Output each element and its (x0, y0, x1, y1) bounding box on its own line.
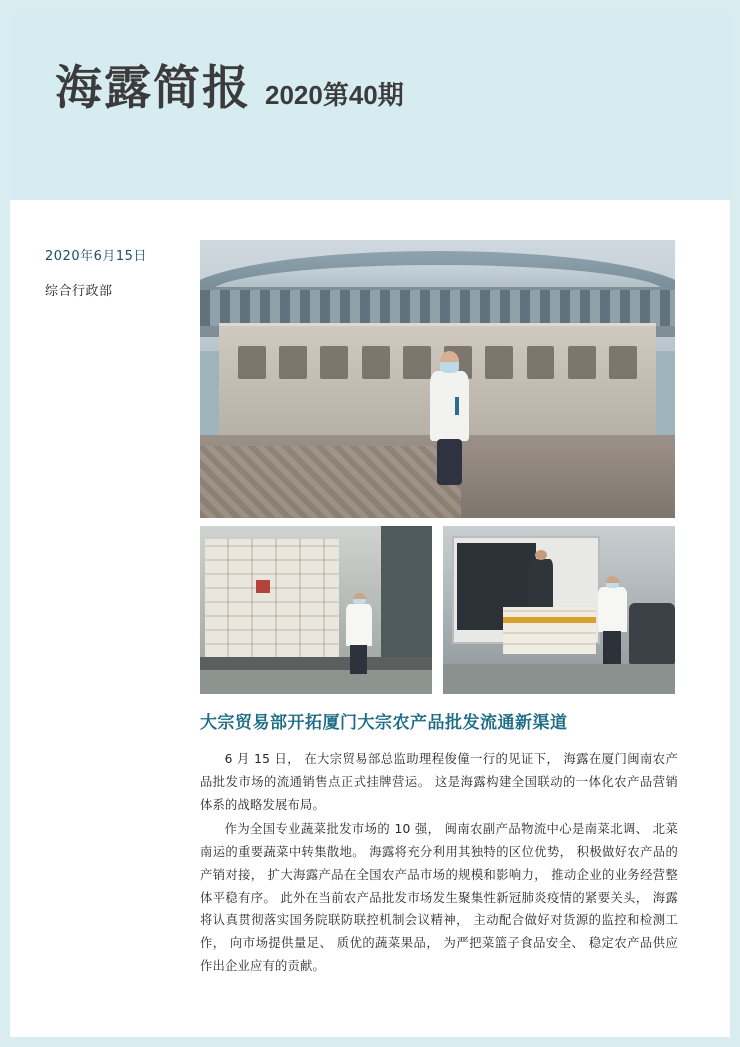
publish-date: 2020年6月15日 (45, 249, 147, 264)
photo-scooter (629, 603, 675, 663)
photo-box-label (256, 580, 270, 593)
issue-number: 2020第40期 (265, 80, 404, 110)
photo-cartons (503, 607, 596, 654)
photo-truck-boxes (200, 526, 432, 694)
photo-row (200, 526, 675, 694)
photo-ground (200, 670, 432, 694)
photo-person-worker (596, 576, 628, 663)
photo-truck-deck (200, 657, 432, 670)
masthead (10, 10, 730, 200)
meta-column (45, 245, 190, 299)
article-paragraph: 作为全国专业蔬菜批发市场的 10 强， 闽南农副产品物流中心是南菜北调、 北菜南运的重要蔬菜中转集散地。 海露将充分利用其独特的区位优势， 积极做好农产品的产销对接， 扩大海露产品在全国农产品市场的规模和影响力， 推动企业的业务经营整体平稳有序。 此外在当前农产品批发市场发生聚集性新冠肺炎疫情的紧要关头， 海露将认真贯彻落实国务院联防联控机制会议精神， 主动配合做好对货源的监控和检测工作， 向市场提供量足、 质优的蔬菜果品， 为严把菜篮子食品安全、 稳定农产品供应作出企业应有的贡献。 (200, 822, 678, 973)
article-body (200, 748, 678, 977)
department-label: 综合行政部 (45, 284, 113, 299)
photo-person-worker (344, 593, 374, 674)
article-paragraph: 6 月 15 日， 在大宗贸易部总监助理程俊僮一行的见证下， 海露在厦门闽南农产品批发市场的流通销售点正式挂牌营运。 这是海露构建全国联动的一体化农产品营销体系的战略发展布局。 (200, 752, 678, 812)
photo-stacked-boxes (205, 539, 340, 657)
article-title: 大宗贸易部开拓厦门大宗农产品批发流通新渠道 (200, 713, 568, 733)
article (200, 712, 678, 979)
photo-person-loader (527, 550, 555, 614)
photo-pavement (200, 446, 461, 518)
page-inner-frame (10, 10, 730, 1037)
publication-title: 海露简报 (55, 61, 251, 116)
photo-truck-cartons (443, 526, 675, 694)
content-panel (10, 200, 730, 1037)
photo-ground (443, 664, 675, 694)
photo-carton-tape (503, 617, 596, 624)
photo-person-standing (428, 351, 471, 484)
photo-truck-edge (381, 526, 432, 664)
photo-window-band (200, 290, 675, 326)
masthead-inner (55, 61, 404, 116)
photo-sign-wall (200, 240, 675, 518)
